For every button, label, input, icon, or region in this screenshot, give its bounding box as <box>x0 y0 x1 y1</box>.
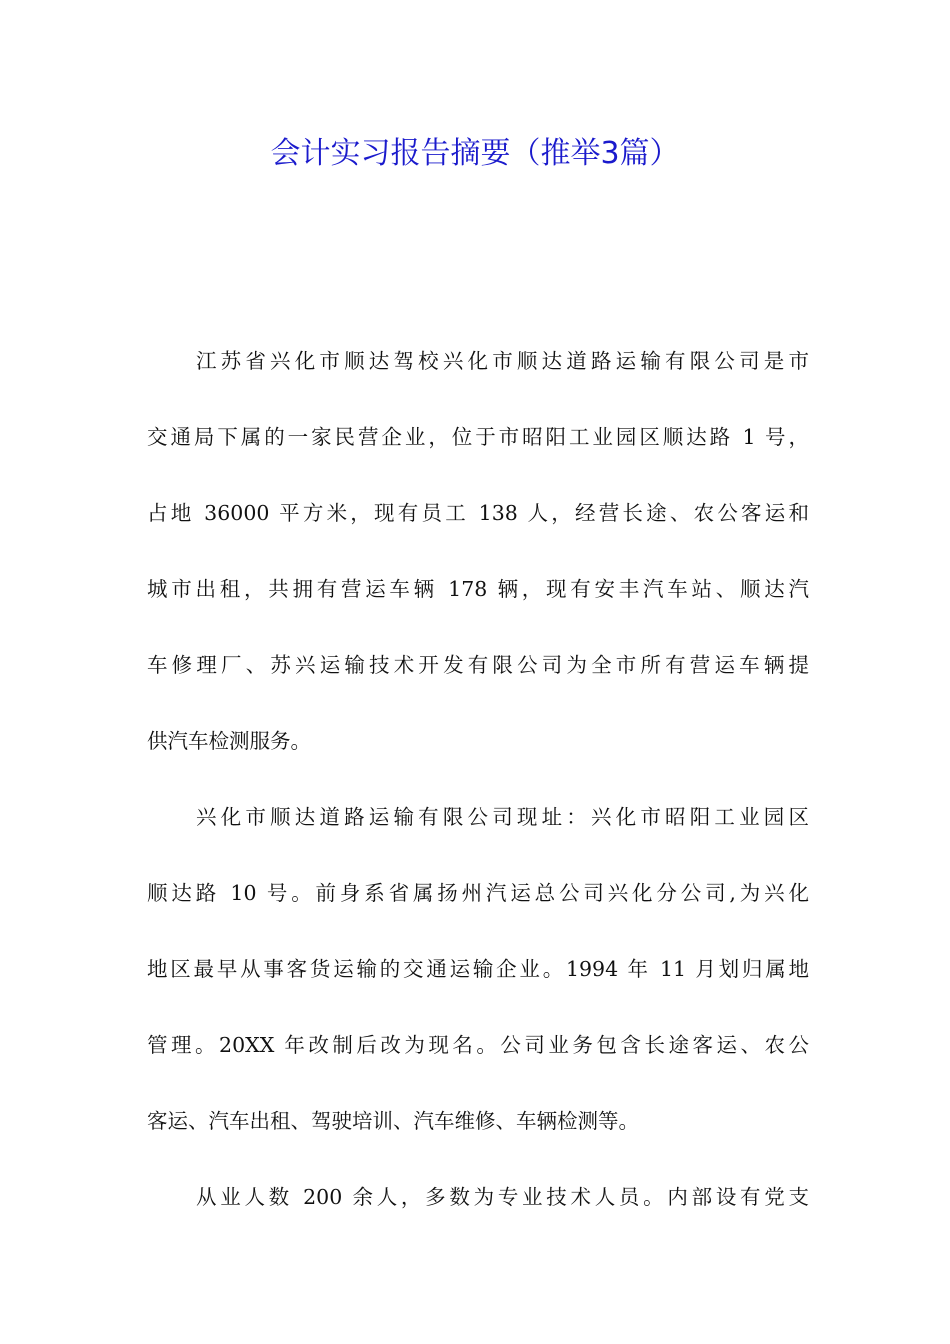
document-body <box>147 335 809 1247</box>
paragraph-line: 交通局下属的一家民营企业，位于市昭阳工业园区顺达路 1 号， <box>147 425 809 449</box>
paragraph-line: 从业人数 200 余人，多数为专业技术人员。内部设有党支 <box>196 1185 809 1209</box>
paragraph-line: 兴化市顺达道路运输有限公司现址：兴化市昭阳工业园区 <box>196 805 809 829</box>
paragraph-line: 车修理厂、苏兴运输技术开发有限公司为全市所有营运车辆提 <box>147 653 809 677</box>
paragraph-line: 顺达路 10 号。前身系省属扬州汽运总公司兴化分公司,为兴化 <box>147 881 809 905</box>
paragraph-2 <box>147 791 809 1171</box>
paragraph-line: 江苏省兴化市顺达驾校兴化市顺达道路运输有限公司是市 <box>196 349 809 373</box>
paragraph-line: 城市出租，共拥有营运车辆 178 辆，现有安丰汽车站、顺达汽 <box>147 577 809 601</box>
document-title: 会计实习报告摘要（推举3篇） <box>270 136 680 171</box>
paragraph-line: 客运、汽车出租、驾驶培训、汽车维修、车辆检测等。 <box>147 1109 639 1133</box>
paragraph-line: 占地 36000 平方米，现有员工 138 人，经营长途、农公客运和 <box>147 501 809 525</box>
paragraph-1 <box>147 335 809 791</box>
paragraph-line: 管理。20XX 年改制后改为现名。公司业务包含长途客运、农公 <box>147 1033 809 1057</box>
paragraph-3 <box>147 1171 809 1247</box>
paragraph-line: 地区最早从事客货运输的交通运输企业。1994 年 11 月划归属地 <box>147 957 809 981</box>
paragraph-line: 供汽车检测服务。 <box>147 729 311 753</box>
